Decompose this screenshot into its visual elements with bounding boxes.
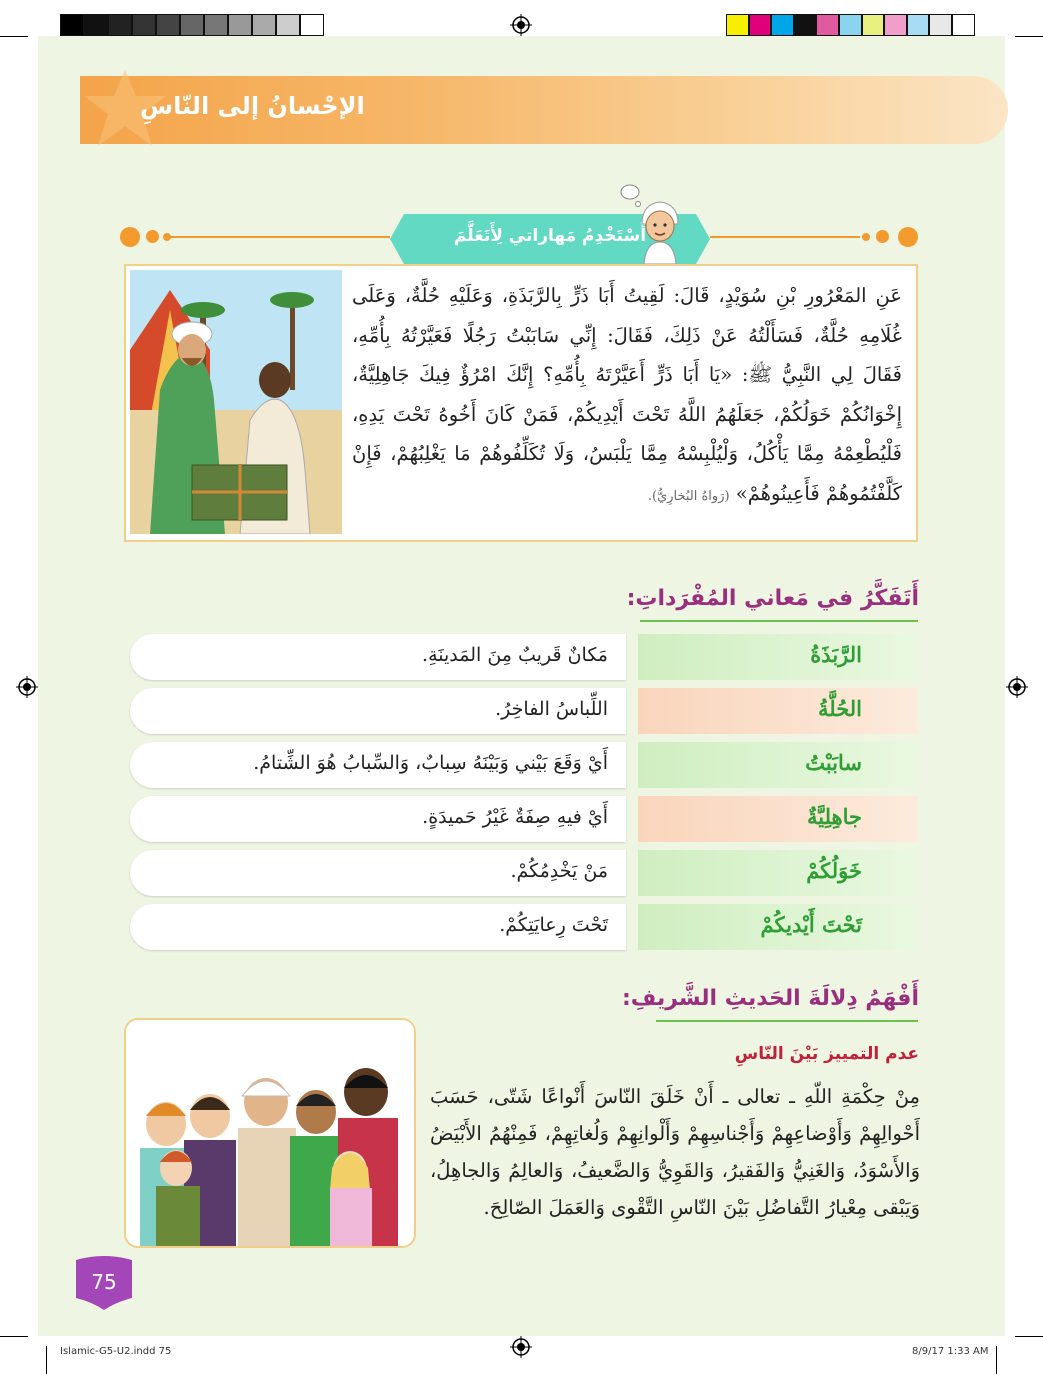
vocab-row (130, 904, 918, 950)
hadith-source: (رَواهُ البُخارِيُّ). (647, 488, 730, 504)
diverse-people-image (126, 1020, 414, 1246)
meaning-paragraph: مِنْ حِكْمَةِ اللّهِ ـ تعالى ـ أَنْ خَلَقَ النّاسَ أَنْواعًا شَتّى، حَسَبَ أَحْوالِهِمْ وَأَوْضاعِهِمْ وَأَجْناسِهِمْ وَأَلْوانِهِمْ وَلُغاتِهِمْ، فَمِنْهُمُ الأَبْيَضُ وَالأَسْوَدُ، وَالغَنِيُّ وَالفَقيرُ، وَالقَوِيُّ وَالضَّعيفُ، وَالعالِمُ وَالجاهِلُ، وَيَبْقى مِعْيارُ التَّفاضُلِ بَيْنَ النّاسِ التَّقْوى وَالعَمَلَ الصّالِحَ. (430, 1085, 921, 1219)
vocab-word-cell (638, 850, 918, 896)
vocab-meaning: مَنْ يَخْدِمُكُمْ. (510, 860, 608, 882)
dot-icon (146, 230, 159, 243)
vocab-word-cell (638, 742, 918, 788)
meaning-subtitle: عدم التمييز بَيْنَ النّاسِ (734, 1044, 919, 1064)
divider (656, 1020, 918, 1022)
crop-mark (1015, 36, 1043, 37)
vocab-row (130, 742, 918, 788)
crop-mark (46, 1346, 47, 1374)
vocab-word: جاهِلِيَّةٌ (806, 804, 862, 829)
vocab-meaning-cell (130, 742, 626, 788)
vocab-word: خَوَلُكُمْ (806, 858, 862, 883)
footer-file-name: Islamic-G5-U2.indd 75 (60, 1346, 172, 1357)
vocab-meaning-cell (130, 904, 626, 950)
vocab-meaning: اللِّباسُ الفاخِرُ. (495, 698, 608, 720)
registration-mark-icon (510, 14, 532, 36)
vocab-meaning-cell (130, 634, 626, 680)
vocab-row (130, 634, 918, 680)
hadith-text: عَنِ المَعْرُورِ بْنِ سُوَيْدٍ، قَالَ: لَقِيتُ أَبَا ذَرٍّ بِالرَّبَذَةِ، وَعَلَيْهِ حُلَّةٌ، وَعَلَى غُلَامِهِ حُلَّةٌ، فَسَأَلْتُهُ عَنْ ذَلِكَ، فَقَالَ: إِنِّي سَابَبْتُ رَجُلًا فَعَيَّرْتُهُ بِأُمِّهِ، فَقَالَ لِي النَّبِيُّ ﷺ: «يَا أَبَا ذَرٍّ أَعَيَّرْتَهُ بِأُمِّهِ؟ إِنَّكَ امْرُؤٌ فِيكَ جَاهِلِيَّةٌ، إِخْوَانُكُمْ خَوَلُكُمْ، جَعَلَهُمُ اللَّهُ تَحْتَ أَيْدِيكُمْ، فَمَنْ كَانَ أَخُوهُ تَحْتَ يَدِهِ، فَلْيُطْعِمْهُ مِمَّا يَأْكُلُ، وَلْيُلْبِسْهُ مِمَّا يَلْبَسُ، وَلَا تُكَلِّفُوهُمْ مَا يَغْلِبُهُمْ، فَإِنْ كَلَّفْتُمُوهُمْ فَأَعِينُوهُمْ» (352, 284, 902, 505)
meaning-section-title: أَفْهَمُ دِلالَةَ الحَديثِ الشَّريفِ: (621, 986, 919, 1011)
vocab-word-cell (638, 688, 918, 734)
divider (168, 236, 390, 238)
vocab-meaning-cell (130, 796, 626, 842)
crop-mark (0, 1336, 28, 1337)
vocab-meaning: أَيْ وَقَعَ بَيْني وَبَيْنَهُ سِبابٌ، وَالسِّبابُ هُوَ الشِّتامُ. (253, 752, 608, 774)
dot-icon (862, 233, 870, 241)
vocab-word-cell (638, 634, 918, 680)
vocab-meaning-cell (130, 850, 626, 896)
vocab-word-cell (638, 796, 918, 842)
vocab-word: الحُلَّةُ (818, 696, 862, 721)
vocab-meaning: تَحْتَ رِعايَتِكُمْ. (499, 914, 608, 936)
vocab-word: سابَبْتُ (805, 750, 862, 775)
registration-mark-icon (16, 676, 38, 698)
vocab-word: تَحْتَ أَيْديكُمْ (760, 912, 862, 937)
divider (710, 236, 860, 238)
vocab-word-cell (638, 904, 918, 950)
vocab-section-title: أَتَفَكَّرُ في مَعاني المُفْرَداتِ: (626, 586, 919, 611)
thinking-boy-icon (620, 180, 684, 264)
dot-icon (120, 227, 140, 247)
vocab-row (130, 796, 918, 842)
crop-mark (1015, 1336, 1043, 1337)
registration-mark-icon (510, 1336, 532, 1358)
hadith-illustration (130, 270, 342, 534)
color-calibration-bar (726, 14, 975, 36)
vocab-row (130, 850, 918, 896)
registration-mark-icon (1006, 676, 1028, 698)
skills-banner-label: أَسْتَخْدِمُ مَهاراتي لِأَتَعَلَّمَ (453, 226, 647, 246)
crop-mark (0, 36, 28, 37)
grey-calibration-bar (60, 14, 324, 36)
hadith-text-block (352, 276, 902, 516)
page-title: الإحْسانُ إلى النّاسِ (140, 92, 365, 120)
vocab-meaning-cell (130, 688, 626, 734)
people-illustration (124, 1018, 416, 1248)
vocab-word: الرَّبَذَةُ (810, 642, 862, 667)
page-number: 75 (91, 1270, 117, 1294)
dot-icon (898, 227, 918, 247)
vocab-row (130, 688, 918, 734)
vocab-meaning: مَكانٌ قَريبٌ مِنَ المَدينَةِ. (422, 644, 608, 666)
skills-banner-row (120, 208, 920, 268)
crop-mark (996, 1346, 997, 1374)
dot-icon (163, 233, 171, 241)
hadith-box (124, 264, 918, 542)
page-number-badge (72, 1256, 136, 1312)
footer-date: 8/9/17 1:33 AM (912, 1346, 989, 1357)
dot-icon (876, 230, 889, 243)
divider (640, 620, 918, 622)
vocab-meaning: أَيْ فيهِ صِفَةٌ غَيْرُ حَميدَةٍ. (422, 806, 608, 828)
